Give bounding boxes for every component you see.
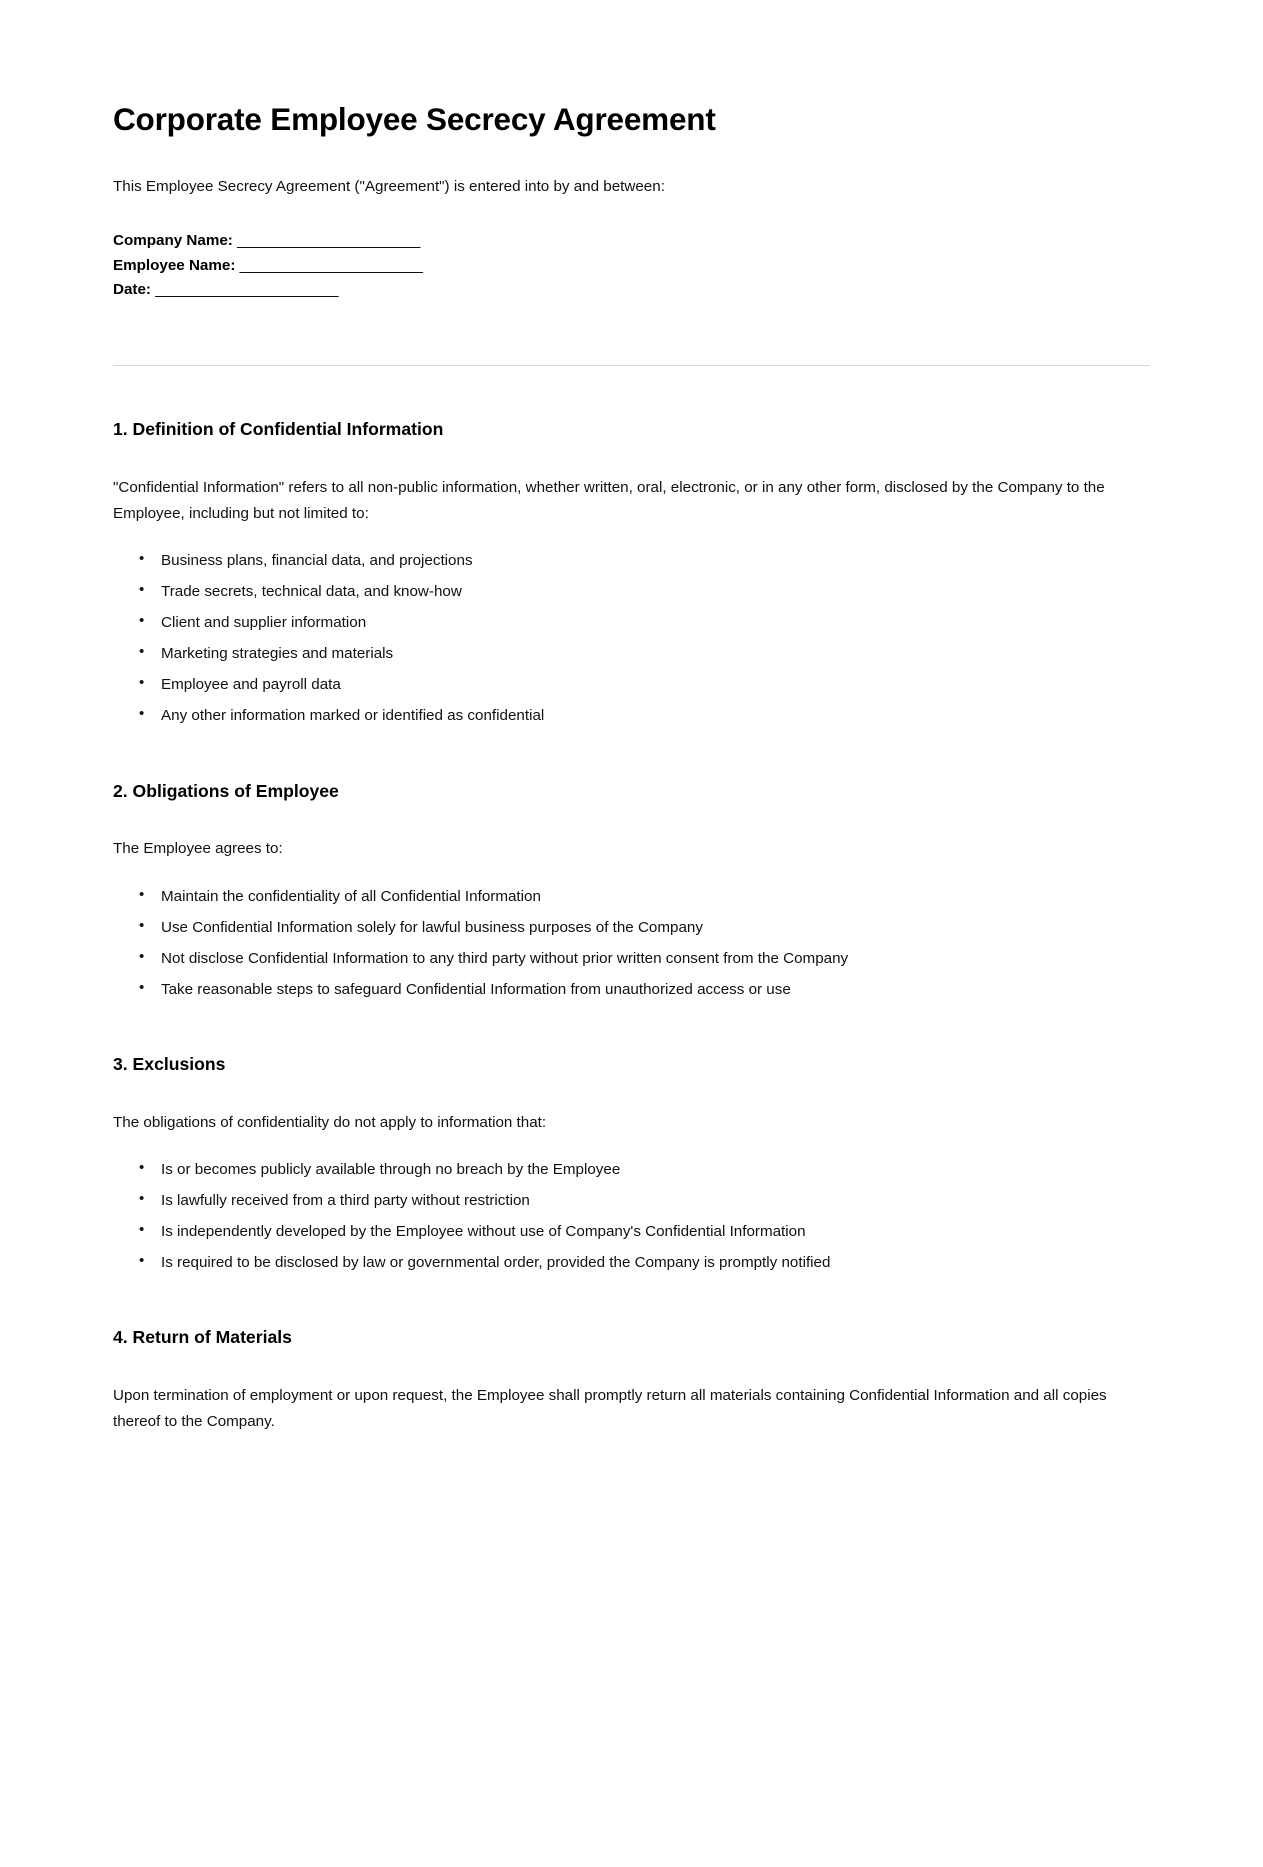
section-3-paragraph: The obligations of confidentiality do not apply to information that: <box>113 1113 547 1131</box>
section-3-heading: 3. Exclusions <box>113 1053 226 1074</box>
section-4-heading: 4. Return of Materials <box>113 1327 292 1348</box>
section-exclusions <box>113 1053 1150 1274</box>
field-company-name <box>113 229 1150 254</box>
section-1-paragraph: "Confidential Information" refers to all non-public information, whether written, oral, electronic, or in any other form, disclosed by the Company to the Employee, including but not limited to: <box>113 478 1105 522</box>
field-employee-name-label: Employee Name: <box>113 256 236 274</box>
section-2-heading: 2. Obligations of Employee <box>113 780 339 801</box>
list-item: • Is lawfully received from a third party without restriction <box>139 1189 1150 1212</box>
list-item: • Is independently developed by the Employee without use of Company's Confidential Information <box>139 1220 1150 1243</box>
field-date-blank[interactable]: _______________________ <box>155 281 338 299</box>
section-4-paragraph: Upon termination of employment or upon request, the Employee shall promptly return all materials containing Confidential Information and all copies thereof to the Company. <box>113 1387 1107 1431</box>
section-1-bullet-list <box>113 549 1150 728</box>
party-fields <box>113 229 1150 303</box>
list-item: • Maintain the confidentiality of all Confidential Information <box>139 885 1150 908</box>
section-3-bullet-list <box>113 1158 1150 1274</box>
list-item: • Is required to be disclosed by law or governmental order, provided the Company is promptly notified <box>139 1251 1150 1274</box>
list-item: • Any other information marked or identified as confidential <box>139 704 1150 727</box>
section-2-bullet-list <box>113 885 1150 1001</box>
list-item: • Client and supplier information <box>139 611 1150 634</box>
list-item: • Marketing strategies and materials <box>139 642 1150 665</box>
section-obligations-of-employee <box>113 780 1150 1001</box>
section-return-of-materials <box>113 1326 1150 1435</box>
section-2-paragraph: The Employee agrees to: <box>113 840 283 858</box>
field-company-name-blank[interactable]: _______________________ <box>237 231 420 249</box>
list-item: • Is or becomes publicly available through no breach by the Employee <box>139 1158 1150 1181</box>
intro-paragraph: This Employee Secrecy Agreement ("Agreement") is entered into by and between: <box>113 178 665 196</box>
section-divider <box>113 365 1150 366</box>
field-employee-name-blank[interactable]: _______________________ <box>239 256 423 274</box>
list-item: • Not disclose Confidential Information to any third party without prior written consent from the Company <box>139 947 1150 970</box>
section-1-heading: 1. Definition of Confidential Information <box>113 418 444 439</box>
field-date-label: Date: <box>113 281 151 299</box>
list-item: • Take reasonable steps to safeguard Confidential Information from unauthorized access or use <box>139 978 1150 1001</box>
field-employee-name <box>113 254 1150 279</box>
list-item: • Trade secrets, technical data, and know-how <box>139 580 1150 603</box>
page-title: Corporate Employee Secrecy Agreement <box>113 101 716 137</box>
list-item: • Employee and payroll data <box>139 673 1150 696</box>
list-item: • Business plans, financial data, and projections <box>139 549 1150 572</box>
section-definition-of-confidential-information <box>113 418 1150 728</box>
field-date <box>113 278 1150 303</box>
list-item: • Use Confidential Information solely for lawful business purposes of the Company <box>139 916 1150 939</box>
field-company-name-label: Company Name: <box>113 231 233 249</box>
